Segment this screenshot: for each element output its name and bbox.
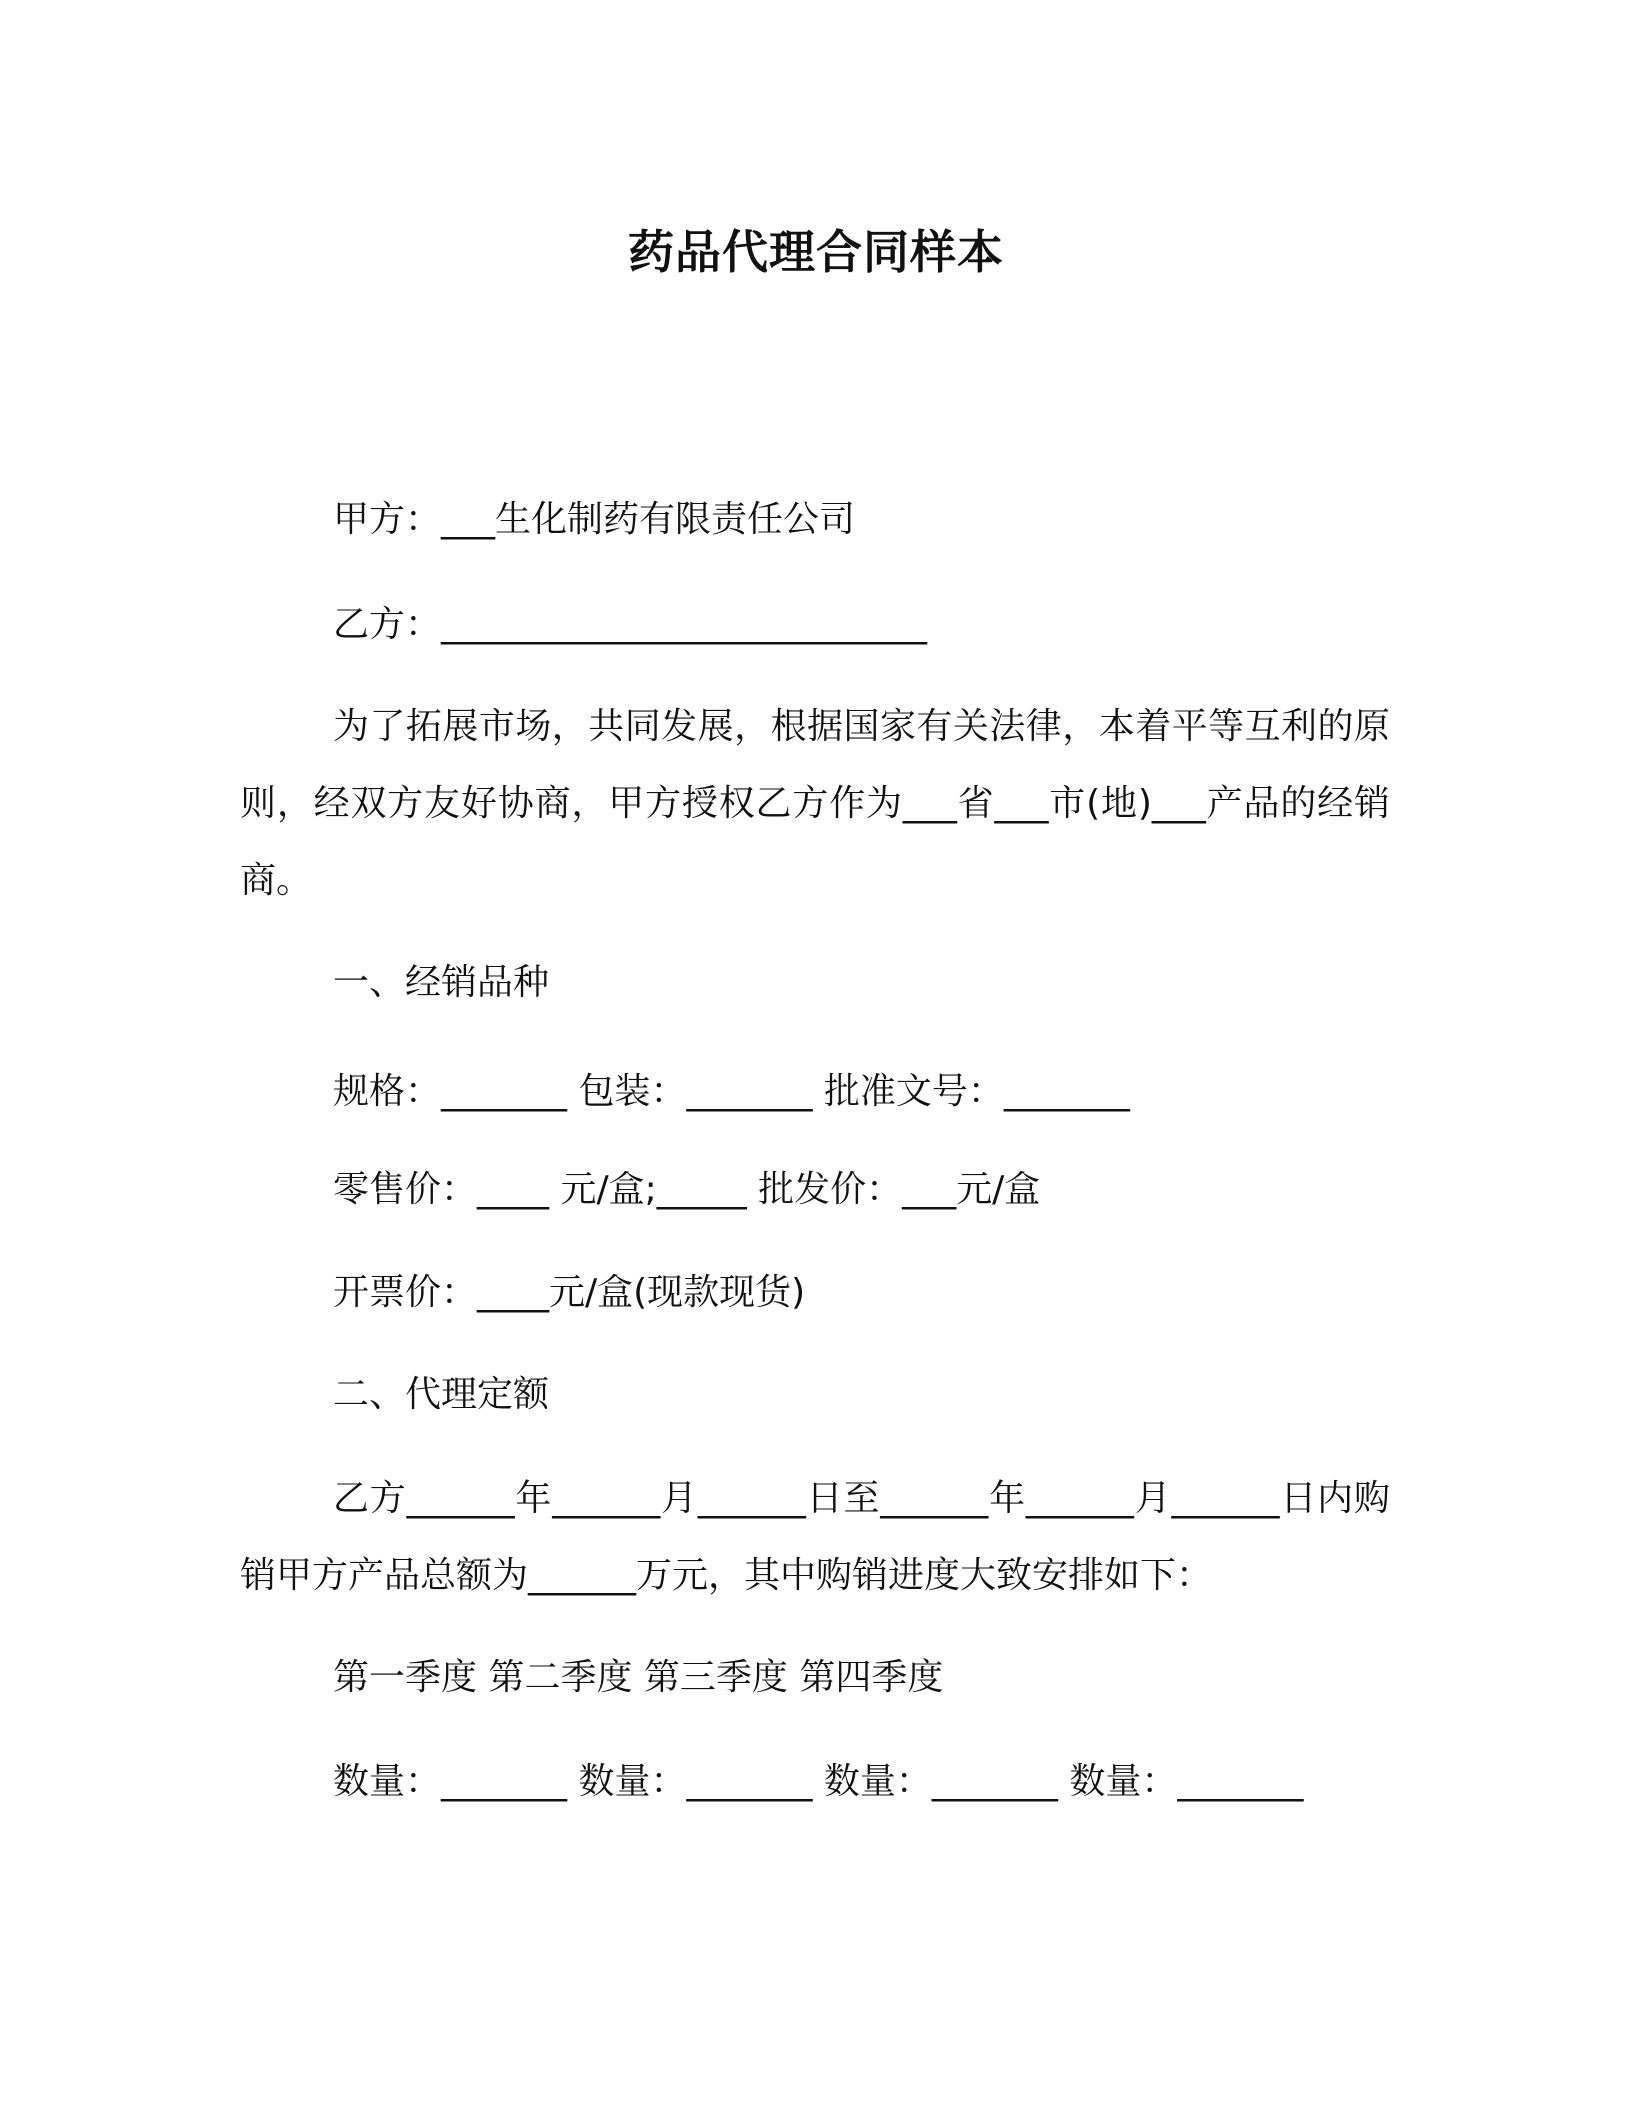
party-a-line: 甲方：___生化制药有限责任公司: [333, 499, 856, 540]
intro-paragraph: 为了拓展市场，共同发展，根据国家有关法律，本着平等互利的原则，经双方友好协商，甲方授权乙方作为___省___市(地)___产品的经销商。: [240, 706, 1390, 901]
section-1-heading: 一、经销品种: [333, 962, 550, 1003]
spec-line: 规格：_______ 包装：_______ 批准文号：_______: [333, 1071, 1130, 1112]
document-title: 药品代理合同样本: [628, 225, 1004, 279]
quarters-line: 第一季度 第二季度 第三季度 第四季度: [333, 1657, 944, 1698]
section-2-heading: 二、代理定额: [333, 1374, 550, 1415]
quota-paragraph: 乙方______年______月______日至______年______月______日内购销甲方产品总额为______万元，其中购销进度大致安排如下：: [240, 1478, 1390, 1596]
retail-price-line: 零售价：____ 元/盒;_____ 批发价：___元/盒: [333, 1169, 1041, 1210]
quantity-line: 数量：_______ 数量：_______ 数量：_______ 数量：_______: [333, 1761, 1304, 1802]
party-b-line: 乙方：___________________________: [333, 604, 928, 645]
invoice-price-line: 开票价：____元/盒(现款现货): [333, 1272, 806, 1313]
